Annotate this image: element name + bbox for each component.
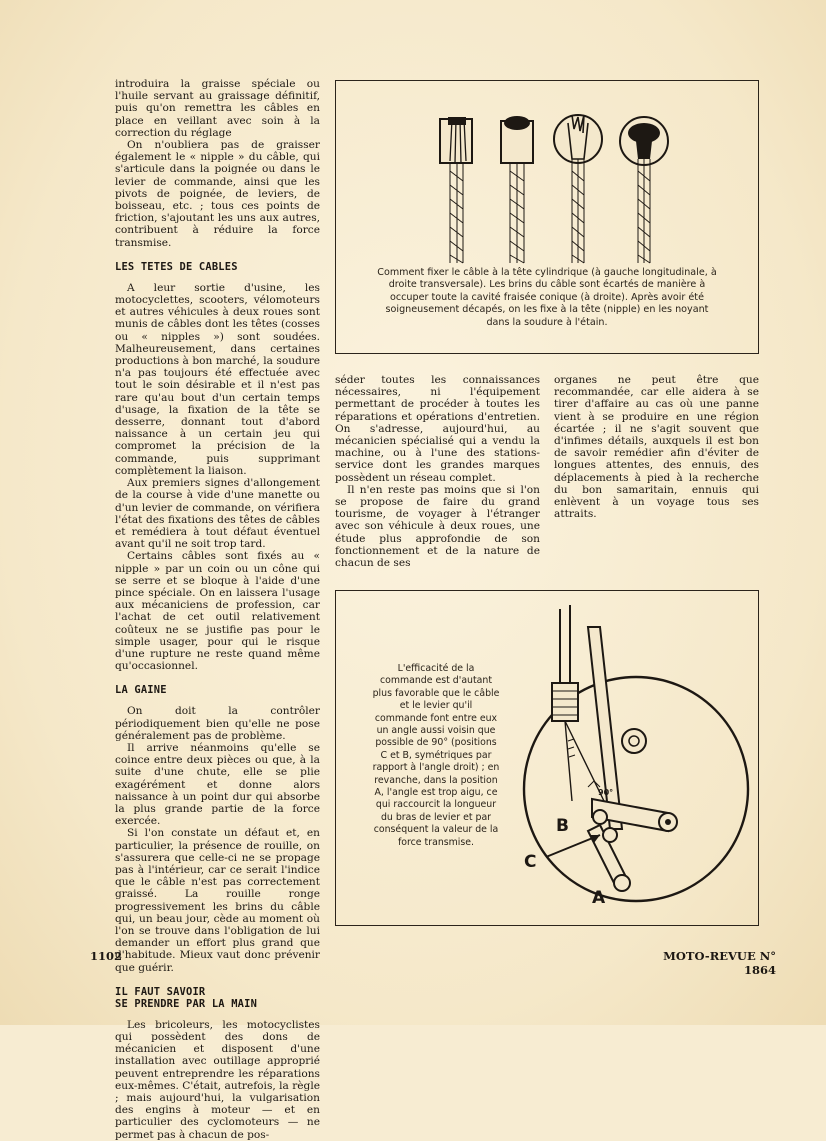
cable-head-transversal bbox=[501, 116, 533, 263]
position-b-point bbox=[593, 810, 607, 824]
cable-head-conical-soldered bbox=[620, 117, 668, 263]
paragraph-gaine-3: Si l'on constate un défaut et, en particulier, la présence de rouille, on s'assurera que celle-ci ne se propage pas à l'intérieur, car ce serait l'indice que le câble n'est pas correctement graissé. La rouille ronge progressivement les brins du câble qui, un beau jour, cède au moment où l'on se trouve dans l'obligation de lui demander un effort plus grand que d'habitude. Mieux vaut donc prévenir que guérir. bbox=[115, 827, 320, 974]
paragraph-middle-1: séder toutes les connaissances nécessaires, ni l'équipement permettant de procéder à toutes les réparations et opérations d'entretien. On s'adresse, aujourd'hui, au mécanicien spécialisé qui a vendu la machine, ou à l'une des stations-service dont les grandes marques possèdent un réseau complet. bbox=[335, 374, 540, 484]
label-b: B bbox=[556, 816, 569, 836]
paragraph-savoir-1: Les bricoleurs, les motocyclistes qui possèdent des dons de mécanicien et disposent d'une installation avec outillage approprié peuvent entreprendre les réparations eux-mêmes. C'était, autrefois, la règle ; mais aujourd'hui, la vulgarisation des engins à moteur — et en particulier des cyclomoteurs — ne permet pas à chacun de pos- bbox=[115, 1018, 320, 1141]
paragraph-middle-2: Il n'en reste pas moins que si l'on se propose de faire du grand tourisme, de voyager à l'étranger avec son véhicule à deux roues, une étude plus approfondie de son fonctionnement et de la nature de chacun de ses bbox=[335, 483, 540, 570]
position-c-point bbox=[603, 828, 617, 842]
paragraph-nipple: On n'oubliera pas de graisser également le « nipple » du câble, qui s'articule dans la poignée ou dans le levier de commande, ainsi que les pivots de poignée, de leviers, de boisseau, etc. ; tous ces points de friction, s'ajoutant les uns aux autres, contribuent à réduire la force transmise. bbox=[115, 139, 320, 249]
heading-tetes-de-cables: LES TETES DE CABLES bbox=[115, 260, 238, 273]
right-column bbox=[554, 374, 759, 520]
paragraph-tetes-2: Aux premiers signes d'allongement de la course à vide d'une manette ou d'un levier de commande, on vérifiera l'état des fixations des têtes de câbles et remédiera à tout défaut éventuel avant qu'il ne soit trop tard. bbox=[115, 477, 320, 551]
cable-head-conical-open bbox=[554, 115, 602, 263]
figure-cable-heads bbox=[335, 80, 759, 354]
page-number: 1102 bbox=[90, 949, 123, 963]
left-column bbox=[115, 78, 320, 1141]
heading-la-gaine: LA GAINE bbox=[115, 684, 167, 697]
figure-top-caption: Comment fixer le câble à la tête cylindrique (à gauche longitudinale, à droite transversale). Les brins du câble sont écartés de manière à occuper toute la cavité fraisée conique (à droite). Après avoir été soigneusement décapés, on les fixe à la tête (nipple) en les noyant dans la soudure à l'étain. bbox=[377, 267, 717, 328]
paragraph-right-1: organes ne peut être que recommandée, car elle aidera à se tirer d'affaire au cas où une panne vient à se produire en une région écartée ; il ne s'agit souvent que d'infimes détails, auxquels il est bon de savoir remédier afin d'éviter de longues attentes, des ennuis, des déplacements à pied à la recherche du bon samaritain, ennuis qui enlèvent à un voyage tous ses attraits. bbox=[554, 374, 759, 521]
paragraph-gaine-1: On doit la contrôler périodiquement bien qu'elle ne pose généralement pas de problème. bbox=[115, 705, 320, 742]
paragraph-tetes-3: Certains câbles sont fixés au « nipple » par un coin ou un cône qui se serre et se bloque à l'aide d'une pince spéciale. On en laissera l'usage aux mécaniciens de profession, car l'achat de cet outil relativement coûteux ne se justifie pas pour le simple usager, pour qui le risque d'une rupture ne reste quand même qu'occasionnel. bbox=[115, 550, 320, 673]
label-a: A bbox=[592, 888, 606, 908]
magazine-issue: MOTO-REVUE N° 1864 bbox=[663, 949, 776, 977]
cable-head-longitudinal bbox=[440, 117, 472, 263]
middle-column bbox=[335, 374, 540, 569]
label-c: C bbox=[524, 852, 537, 872]
figure-lever-angle bbox=[335, 590, 759, 926]
paragraph-tetes-1: A leur sortie d'usine, les motocyclettes, scooters, vélomoteurs et autres véhicules à deux roues sont munis de câbles dont les têtes (cosses ou « nipples ») sont soudées. Malheureusement, dans certaines productions à bon marché, la soudure n'a pas toujours été effectuée avec tout le soin désirable et il n'est pas rare qu'au bout d'un certain temps d'usage, la fixation de la tête se desserre, donnant tout d'abord naissance à un certain jeu qui compromet la précision de la commande, puis supprimant complètement la liaison. bbox=[115, 281, 320, 477]
lever-angle-illustration bbox=[516, 591, 756, 927]
paragraph-intro: introduira la graisse spéciale ou l'huile servant au graissage définitif, puis qu'on remettra les câbles en place en veillant avec soin à la correction du réglage bbox=[115, 78, 320, 139]
angle-label: 90° bbox=[598, 788, 614, 797]
heading-il-faut-savoir: IL FAUT SAVOIR bbox=[115, 985, 206, 998]
cable-heads-illustration bbox=[336, 81, 757, 271]
brake-pivot bbox=[622, 729, 646, 753]
heading-se-prendre-par-la-main: SE PRENDRE PAR LA MAIN bbox=[115, 997, 258, 1010]
figure-bottom-caption: L'efficacité de la commande est d'autant plus favorable que le câble et le levier qu'il commande font entre eux un angle aussi voisin que possible de 90° (positions C et B, symétriques par rapport à l'angle droit) ; en revanche, dans la position A, l'angle est trop aigu, ce qui raccourcit la longueur du bras de levier et par conséquent la valeur de la force transmise. bbox=[372, 663, 500, 848]
paragraph-gaine-2: Il arrive néanmoins qu'elle se coince entre deux pièces ou que, à la suite d'une chute, elle se plie exagérément et donne alors naissance à un point dur qui absorbe la plus grande partie de la force exercée. bbox=[115, 741, 320, 828]
